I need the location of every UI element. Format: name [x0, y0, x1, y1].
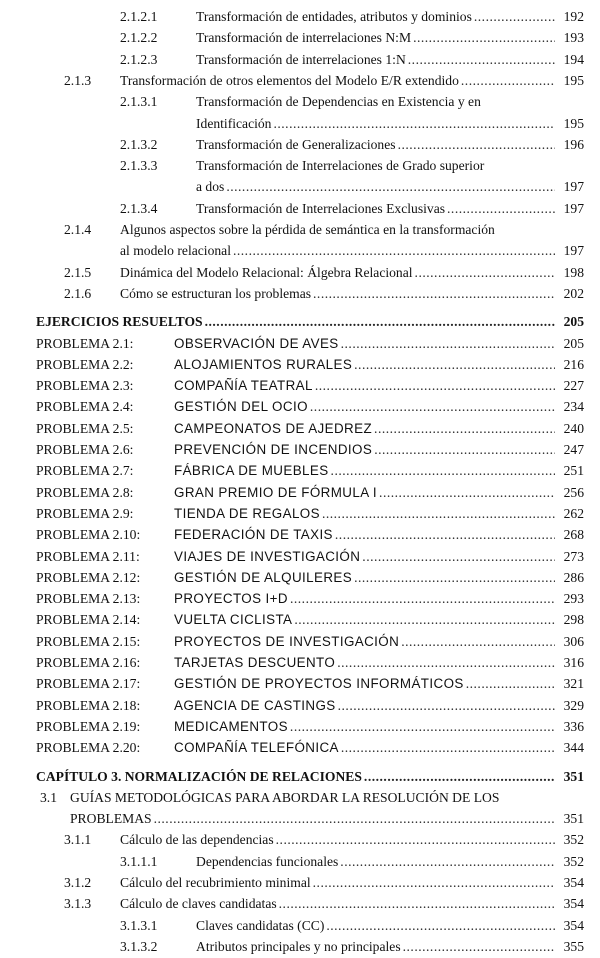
toc-entry-page: 306: [563, 633, 584, 649]
toc-entry-number: 2.1.4: [64, 222, 92, 237]
toc-entry-page: 316: [563, 655, 584, 670]
dot-leader: [276, 829, 555, 851]
toc-entry-number: 2.1.3: [64, 72, 92, 88]
toc-entry-page: 195: [563, 115, 584, 131]
toc-entry-title: a dos: [196, 179, 225, 195]
toc-entry-title: Cálculo del recubrimiento minimal: [120, 875, 311, 890]
toc-entry: [0, 872, 600, 894]
toc-entry-page: 354: [563, 917, 584, 933]
toc-entry-title: GRAN PREMIO DE FÓRMULA I: [174, 484, 378, 500]
toc-entry: [0, 695, 600, 717]
toc-entry: [0, 418, 600, 440]
toc-entry: [0, 155, 600, 177]
toc-entry-page: 193: [563, 30, 584, 46]
toc-entry-page: 192: [563, 9, 584, 24]
toc-entry: [0, 851, 600, 873]
dot-leader: [413, 27, 555, 49]
toc-entry: [0, 262, 600, 284]
toc-entry: [0, 787, 600, 809]
dot-leader: [408, 49, 555, 71]
dot-leader: [233, 240, 555, 262]
toc-entry: [0, 354, 600, 376]
toc-entry: [0, 70, 600, 92]
toc-entry-page: 355: [563, 938, 584, 954]
toc-entry-page: 321: [563, 676, 584, 692]
toc-entry-title: FEDERACIÓN DE TAXIS: [174, 527, 333, 543]
dot-leader: [205, 311, 555, 333]
toc-entry: [0, 27, 600, 49]
dot-leader: [322, 503, 555, 525]
toc-entry-title: Cálculo de claves candidatas: [120, 896, 277, 912]
toc-entry-page: 354: [563, 896, 584, 912]
toc-entry: [0, 673, 600, 695]
toc-entry: [0, 503, 600, 525]
toc-entry: [0, 829, 600, 851]
toc-entry-page: 354: [563, 875, 584, 890]
dot-leader: [290, 716, 555, 738]
dot-leader: [337, 652, 555, 674]
toc-entry-title: Transformación de Generalizaciones: [196, 136, 396, 152]
dot-leader: [474, 6, 555, 28]
toc-entry-title: PROBLEMAS: [70, 811, 152, 827]
toc-entry: [0, 631, 600, 653]
toc-entry: [0, 737, 600, 759]
dot-leader: [364, 766, 555, 788]
dot-leader: [226, 176, 555, 198]
toc-entry: [0, 113, 600, 135]
toc-entry-title: CAPÍTULO 3. NORMALIZACIÓN DE RELACIONES: [36, 768, 362, 784]
toc-entry: [0, 6, 600, 28]
toc-entry-number: PROBLEMA 2.12:: [36, 569, 141, 585]
toc-entry: [0, 460, 600, 482]
toc-entry-title: AGENCIA DE CASTINGS: [174, 697, 336, 713]
toc-entry-title: FÁBRICA DE MUEBLES: [174, 463, 329, 479]
toc-entry-title: GESTIÓN DE PROYECTOS INFORMÁTICOS: [174, 676, 464, 692]
toc-entry-page: 202: [563, 285, 584, 301]
toc-entry-page: 351: [563, 768, 584, 784]
dot-leader: [362, 546, 555, 568]
toc-entry-title: Dependencias funcionales: [196, 853, 339, 869]
toc-entry: [0, 439, 600, 461]
toc-entry-page: 298: [563, 612, 584, 628]
toc-entry-number: PROBLEMA 2.19:: [36, 718, 141, 734]
toc-entry-page: 262: [563, 505, 584, 521]
toc-entry: [0, 808, 600, 830]
dot-leader: [374, 439, 555, 461]
toc-entry-page: 240: [563, 420, 584, 436]
dot-leader: [447, 198, 555, 220]
dot-leader: [341, 737, 555, 759]
toc-entry-title: Claves candidatas (CC): [196, 917, 325, 933]
toc-entry-number: 2.1.6: [64, 285, 92, 301]
toc-entry-page: 286: [563, 569, 584, 585]
toc-entry-title: COMPAÑÍA TEATRAL: [174, 378, 313, 394]
toc-entry-number: PROBLEMA 2.3:: [36, 378, 134, 394]
toc-entry-page: 196: [563, 136, 584, 152]
dot-leader: [313, 872, 555, 894]
toc-entry-number: 2.1.3.1: [120, 94, 158, 110]
dot-leader: [461, 70, 555, 92]
toc-entry: [0, 134, 600, 156]
dot-leader: [331, 460, 555, 482]
dot-leader: [154, 808, 555, 830]
toc-entry-number: PROBLEMA 2.14:: [36, 612, 141, 628]
toc-entry-number: 3.1.1: [64, 832, 92, 848]
toc-entry-number: 2.1.3.3: [120, 158, 158, 174]
toc-entry-title: PREVENCIÓN DE INCENDIOS: [174, 442, 373, 457]
toc-entry-page: 198: [563, 264, 584, 280]
toc-entry: [0, 375, 600, 397]
toc-entry-number: PROBLEMA 2.7:: [36, 463, 134, 479]
toc-entry: [0, 396, 600, 418]
toc-entry-title: Transformación de Interrelaciones Exclusivas: [196, 200, 446, 216]
toc-entry: [0, 546, 600, 568]
toc-entry-title: Transformación de interrelaciones N:M: [196, 30, 412, 46]
toc-entry: [0, 588, 600, 610]
dot-leader: [335, 524, 555, 546]
toc-entry: [0, 176, 600, 198]
toc-entry-page: 268: [563, 527, 584, 543]
toc-entry-number: 3.1: [40, 789, 57, 805]
dot-leader: [338, 695, 555, 717]
toc-entry-number: PROBLEMA 2.1:: [36, 335, 134, 351]
dot-leader: [374, 418, 555, 440]
toc-entry: [0, 219, 600, 241]
toc-entry-title: Cómo se estructuran los problemas: [120, 285, 312, 301]
toc-entry-page: 234: [563, 399, 584, 415]
toc-entry-page: 205: [563, 335, 584, 351]
toc-entry-title: VIAJES DE INVESTIGACIÓN: [174, 548, 361, 564]
toc-entry-title: CAMPEONATOS DE AJEDREZ: [174, 420, 373, 436]
dot-leader: [279, 893, 555, 915]
toc-entry: [0, 311, 600, 333]
toc-entry-number: PROBLEMA 2.20:: [36, 740, 141, 756]
dot-leader: [379, 482, 555, 504]
dot-leader: [294, 609, 555, 631]
toc-entry-page: 256: [563, 484, 584, 500]
toc-entry-number: 3.1.3.2: [120, 938, 158, 954]
toc-entry-title: GUÍAS METODOLÓGICAS PARA ABORDAR LA RESOLUCIÓN DE LOS: [70, 789, 500, 805]
toc-entry: [0, 893, 600, 915]
toc-entry: [0, 482, 600, 504]
toc-entry-page: 195: [563, 72, 584, 88]
toc-entry-title: TARJETAS DESCUENTO: [174, 655, 336, 670]
toc-entry-number: PROBLEMA 2.9:: [36, 505, 134, 521]
dot-leader: [354, 354, 555, 376]
toc-entry-page: 216: [563, 356, 584, 372]
toc-entry-title: PROYECTOS DE INVESTIGACIÓN: [174, 633, 400, 649]
toc-entry: [0, 240, 600, 262]
toc-entry-number: PROBLEMA 2.16:: [36, 655, 141, 670]
toc-entry-number: 3.1.2: [64, 875, 92, 890]
toc-entry-title: MEDICAMENTOS: [174, 718, 288, 734]
toc-entry: [0, 198, 600, 220]
toc-entry: [0, 49, 600, 71]
toc-entry-title: GESTIÓN DEL OCIO: [174, 399, 308, 415]
toc-entry-page: 251: [563, 463, 584, 479]
toc-entry-page: 205: [563, 314, 584, 330]
toc-entry-title: OBSERVACIÓN DE AVES: [174, 335, 339, 351]
toc-entry-number: PROBLEMA 2.5:: [36, 420, 134, 436]
toc-entry-title: VUELTA CICLISTA: [174, 612, 293, 628]
dot-leader: [313, 283, 555, 305]
toc-entry-number: 2.1.3.4: [120, 200, 158, 216]
toc-entry-title: al modelo relacional: [120, 243, 231, 259]
dot-leader: [354, 567, 555, 589]
dot-leader: [401, 631, 555, 653]
toc-entry: [0, 766, 600, 788]
toc-entry: [0, 524, 600, 546]
toc-entry-page: 352: [563, 832, 584, 848]
dot-leader: [398, 134, 555, 156]
toc-entry-title: EJERCICIOS RESUELTOS: [36, 314, 203, 330]
toc-entry-number: 2.1.5: [64, 264, 92, 280]
toc-entry-title: Dinámica del Modelo Relacional: Álgebra Relacional: [120, 264, 413, 280]
dot-leader: [466, 673, 555, 695]
toc-entry-page: 197: [563, 243, 584, 259]
toc-entry-number: PROBLEMA 2.2:: [36, 356, 134, 372]
dot-leader: [315, 375, 555, 397]
toc-entry-number: PROBLEMA 2.8:: [36, 484, 134, 500]
toc-entry-page: 247: [563, 442, 584, 457]
toc-entry-page: 194: [563, 51, 584, 67]
toc-entry-page: 352: [563, 853, 584, 869]
toc-entry-number: PROBLEMA 2.13:: [36, 591, 141, 607]
toc-entry-page: 273: [563, 548, 584, 564]
toc-entry-number: PROBLEMA 2.15:: [36, 633, 141, 649]
toc-entry-number: 3.1.3: [64, 896, 92, 912]
dot-leader: [326, 915, 555, 937]
toc-entry: [0, 91, 600, 113]
toc-entry: [0, 283, 600, 305]
toc-entry-page: 227: [563, 378, 584, 394]
dot-leader: [341, 333, 555, 355]
toc-entry-page: 197: [563, 179, 584, 195]
toc-entry-title: Identificación: [196, 115, 272, 131]
toc-entry-number: 2.1.2.3: [120, 51, 158, 67]
toc-entry-number: 2.1.2.1: [120, 9, 158, 24]
toc-entry-page: 197: [563, 200, 584, 216]
toc-entry-title: PROYECTOS I+D: [174, 591, 288, 607]
toc-entry-title: Algunos aspectos sobre la pérdida de semántica en la transformación: [120, 222, 495, 237]
toc-entry-number: PROBLEMA 2.11:: [36, 548, 140, 564]
toc-entry-page: 329: [563, 697, 584, 713]
dot-leader: [310, 396, 555, 418]
toc-entry: [0, 936, 600, 958]
toc-entry-number: PROBLEMA 2.10:: [36, 527, 141, 543]
toc-entry-number: PROBLEMA 2.18:: [36, 697, 141, 713]
dot-leader: [290, 588, 555, 610]
toc-entry-page: 336: [563, 718, 584, 734]
toc-entry-number: PROBLEMA 2.17:: [36, 676, 141, 692]
toc-entry-page: 344: [563, 740, 584, 756]
toc-entry-number: PROBLEMA 2.6:: [36, 442, 134, 457]
toc-entry-title: Transformación de interrelaciones 1:N: [196, 51, 406, 67]
toc-entry: [0, 915, 600, 937]
toc-entry-title: Atributos principales y no principales: [196, 938, 401, 954]
toc-entry-title: GESTIÓN DE ALQUILERES: [174, 569, 353, 585]
toc-entry-title: Transformación de Interrelaciones de Grado superior: [196, 158, 485, 174]
toc-entry: [0, 333, 600, 355]
toc-entry-title: Transformación de otros elementos del Modelo E/R extendido: [120, 72, 459, 88]
dot-leader: [273, 113, 555, 135]
toc-entry-number: 2.1.2.2: [120, 30, 158, 46]
dot-leader: [415, 262, 555, 284]
toc-entry-number: 3.1.3.1: [120, 917, 158, 933]
dot-leader: [403, 936, 555, 958]
toc-entry-number: PROBLEMA 2.4:: [36, 399, 134, 415]
toc-entry-title: COMPAÑÍA TELEFÓNICA: [174, 740, 339, 756]
toc-entry-title: Cálculo de las dependencias: [120, 832, 274, 848]
dot-leader: [340, 851, 555, 873]
toc-entry-page: 351: [563, 811, 584, 827]
toc-entry-page: 293: [563, 591, 584, 607]
toc-entry-title: Transformación de Dependencias en Existencia y en: [196, 94, 481, 110]
toc-entry-title: ALOJAMIENTOS RURALES: [174, 356, 353, 372]
toc-entry-title: Transformación de entidades, atributos y dominios: [196, 9, 472, 24]
toc-entry: [0, 609, 600, 631]
toc-entry: [0, 652, 600, 674]
toc-entry: [0, 716, 600, 738]
toc-entry-title: TIENDA DE REGALOS: [174, 505, 320, 521]
toc-entry-number: 3.1.1.1: [120, 853, 158, 869]
toc-entry: [0, 567, 600, 589]
toc-entry-number: 2.1.3.2: [120, 136, 158, 152]
